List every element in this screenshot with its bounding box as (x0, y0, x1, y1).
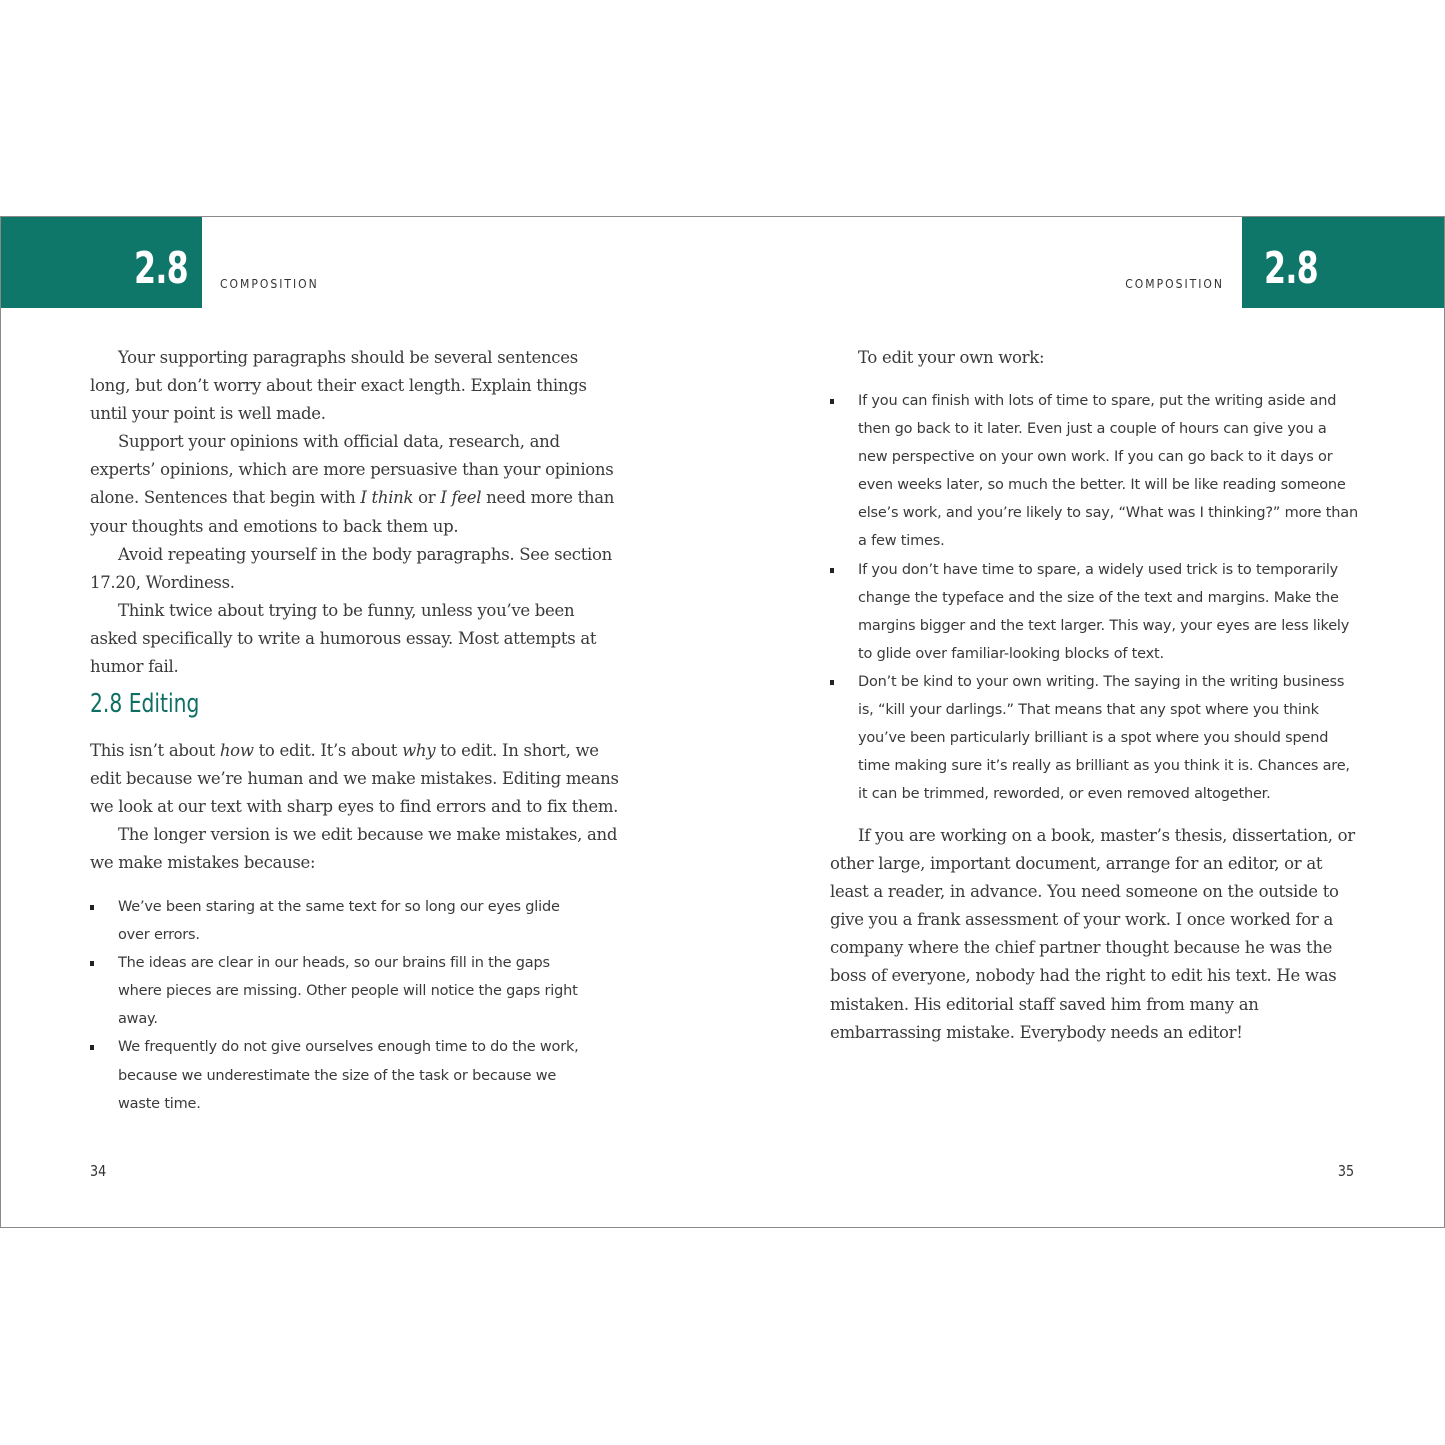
list-item: If you don’t have time to spare, a widely used trick is to temporarily change the typeface and the size of the text and margins. Make the margins bigger and the text larger. This way, your eyes are less likely to glide over familiar-looking blocks of text. (830, 556, 1360, 668)
bullet-icon (90, 961, 94, 966)
list-item: Don’t be kind to your own writing. The saying in the writing business is, “kill your darlings.” That means that any spot where you think you’ve been particularly brilliant is a spot where you should spend time making sure it’s really as brilliant as you think it is. Chances are, it can be trimmed, reworded, or even removed altogether. (830, 668, 1360, 808)
paragraph: This isn’t about how to edit. It’s about why to edit. In short, we edit because we’re human and we make mistakes. Editing means we look at our text with sharp eyes to find errors and to fix them. (90, 741, 619, 817)
paragraph: Support your opinions with official data, research, and experts’ opinions, which are more persuasive than your opinions alone. Sentences that begin with I think or I feel need more than your thoughts and emotions to back them up. (90, 432, 615, 536)
paragraph: Avoid repeating yourself in the body paragraphs. See section 17.20, Wordiness. (90, 544, 612, 592)
section-tab-right (1242, 217, 1444, 308)
left-bullet-list (90, 893, 590, 1118)
left-body-editing (90, 737, 620, 877)
paragraph: To edit your own work: (858, 348, 1045, 367)
paragraph: The longer version is we edit because we make mistakes, and we make mistakes because: (90, 825, 618, 873)
section-heading: 2.8 Editing (90, 689, 200, 719)
section-number-right: 2.8 (1264, 243, 1318, 294)
section-tab-left (1, 217, 202, 308)
right-closing (830, 822, 1360, 1047)
page-number-right: 35 (1337, 1162, 1354, 1180)
bullet-icon (830, 680, 834, 685)
left-body-top (90, 344, 620, 681)
bullet-icon (90, 905, 94, 910)
right-bullet-list (830, 387, 1360, 808)
list-item: The ideas are clear in our heads, so our brains fill in the gaps where pieces are missing. Other people will notice the gaps right away. (90, 949, 590, 1033)
bullet-icon (830, 568, 834, 573)
page-number-left: 34 (90, 1162, 107, 1180)
paragraph: Think twice about trying to be funny, unless you’ve been asked specifically to write a humorous essay. Most attempts at humor fail. (90, 600, 597, 677)
bullet-icon (90, 1045, 94, 1050)
paragraph: If you are working on a book, master’s thesis, dissertation, or other large, important document, arrange for an editor, or at least a reader, in advance. You need someone on the outside to give you a frank assessment of your work. I once worked for a company where the chief partner thought because he was the boss of everyone, nobody had the right to edit his text. He was mistaken. His editorial staff saved him from many an embarrassing mistake. Everybody needs an editor! (830, 826, 1355, 1042)
bullet-icon (830, 399, 834, 404)
list-item: We’ve been staring at the same text for so long our eyes glide over errors. (90, 893, 590, 949)
right-intro (830, 344, 1360, 372)
list-item: If you can finish with lots of time to spare, put the writing aside and then go back to it later. Even just a couple of hours can give you a new perspective on your own work. If you can go back to it days or even weeks later, so much the better. It will be like reading someone else’s work, and you’re likely to say, “What was I thinking?” more than a few times. (830, 387, 1360, 556)
running-head-right: COMPOSITION (1125, 277, 1224, 291)
running-head-left: COMPOSITION (220, 277, 319, 291)
paragraph: Your supporting paragraphs should be several sentences long, but don’t worry about their exact length. Explain things until your point is well made. (90, 348, 587, 424)
section-number-left: 2.8 (134, 243, 188, 294)
book-spread (0, 216, 1445, 1228)
list-item: We frequently do not give ourselves enough time to do the work, because we underestimate the size of the task or because we waste time. (90, 1033, 590, 1117)
